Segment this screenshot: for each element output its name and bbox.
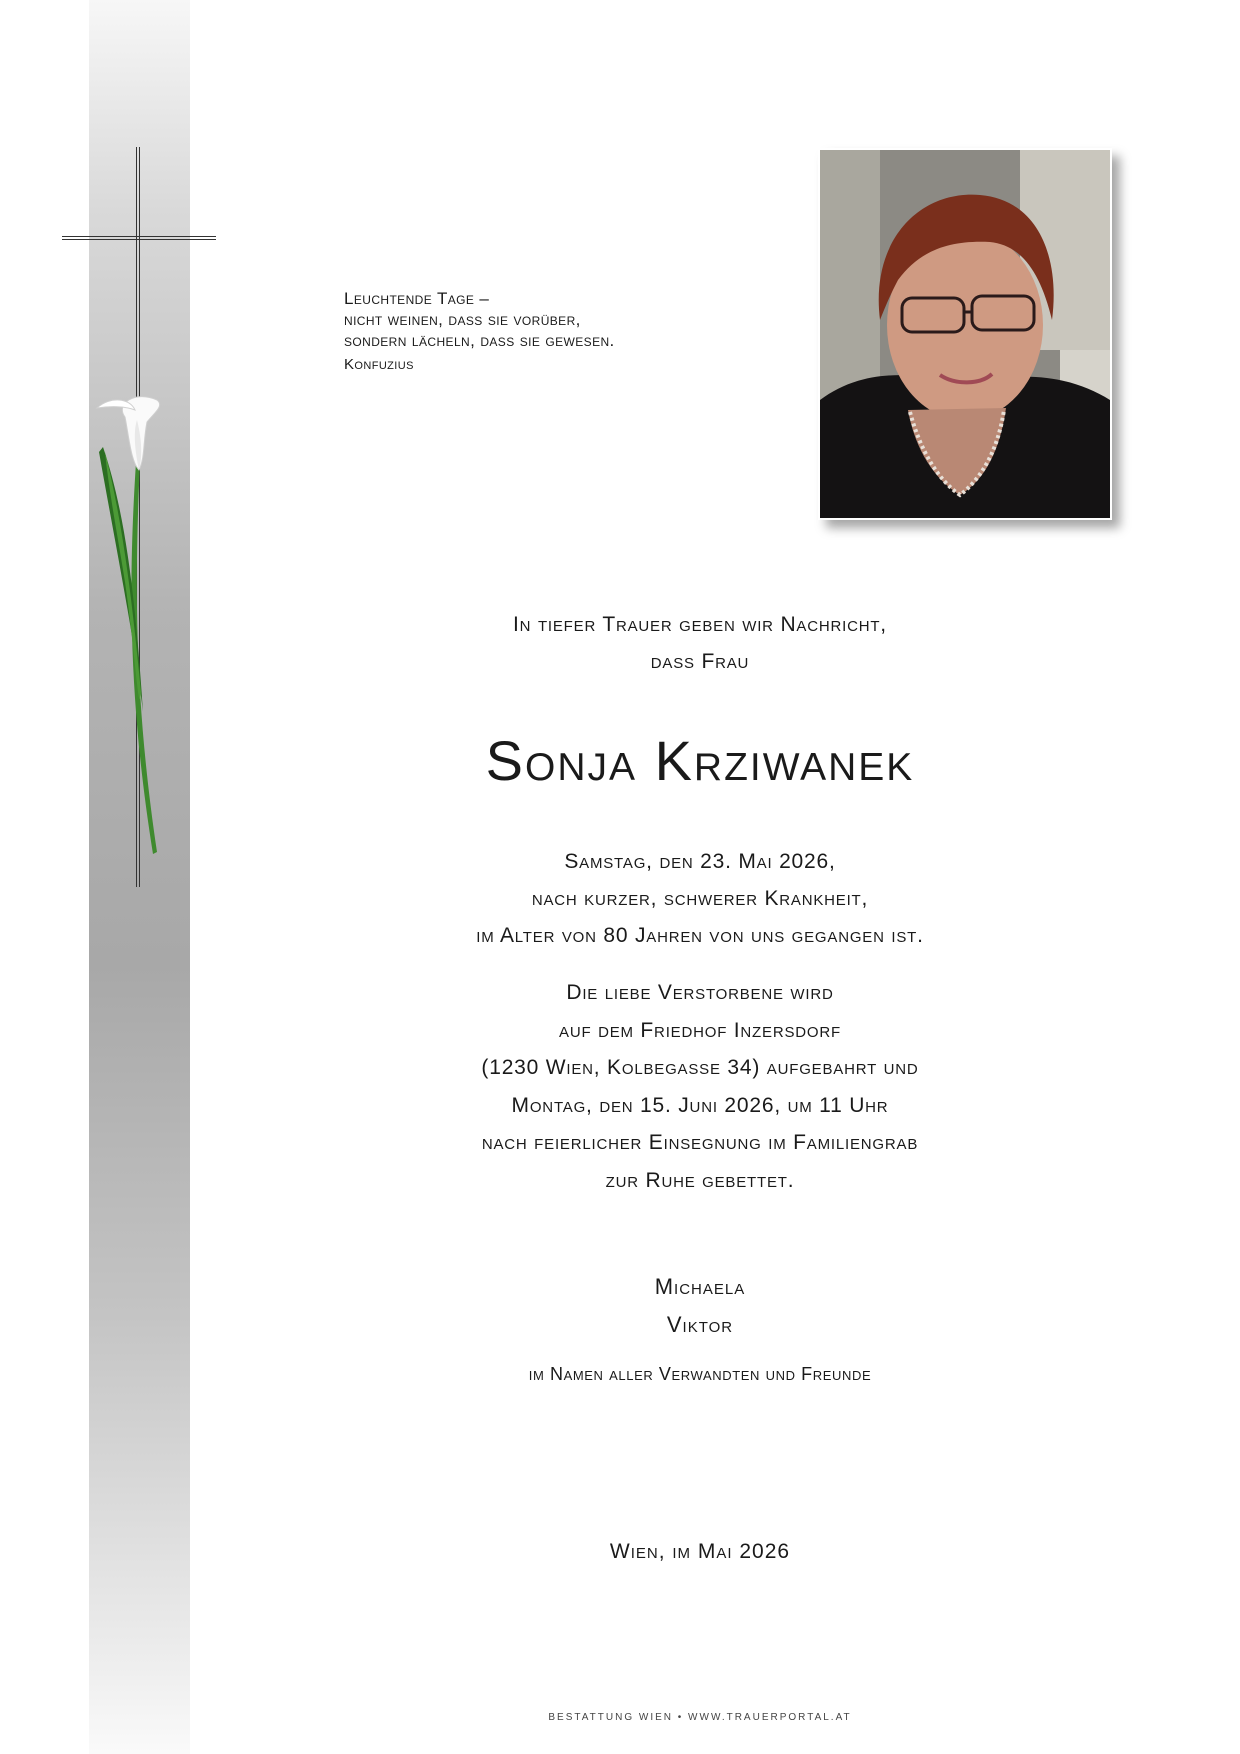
funeral-info-line: Montag, den 15. Juni 2026, um 11 Uhr xyxy=(511,1093,889,1117)
mourner-name: Michaela xyxy=(654,1274,746,1299)
death-info-line: im Alter von 80 Jahren von uns gegangen ist. xyxy=(476,924,924,947)
mourners-note: im Namen aller Verwandten und Freunde xyxy=(528,1364,872,1384)
quote-line: nicht weinen, dass sie vorüber, xyxy=(344,310,581,329)
mourners-list xyxy=(380,1268,1020,1344)
intro-line: dass Frau xyxy=(650,650,750,673)
calla-lily-icon xyxy=(95,392,185,862)
quote-block xyxy=(344,288,615,375)
funeral-info-line: zur Ruhe gebettet. xyxy=(605,1168,795,1192)
cross-horizontal-beam xyxy=(62,236,216,240)
quote-line: sondern lächeln, dass sie gewesen. xyxy=(344,331,615,350)
funeral-info-line: (1230 Wien, Kolbegasse 34) aufgebahrt und xyxy=(481,1056,919,1079)
death-info-line: nach kurzer, schwerer Krankheit, xyxy=(531,887,869,910)
deceased-name: Sonja Krziwanek xyxy=(485,729,915,792)
quote-author: Konfuzius xyxy=(344,356,414,373)
portrait-photo xyxy=(818,148,1112,520)
intro-text xyxy=(380,606,1020,680)
funeral-info-line: Die liebe Verstorbene wird xyxy=(566,981,834,1004)
mourner-name: Viktor xyxy=(666,1312,734,1337)
footer-credit: BESTATTUNG WIEN • WWW.TRAUERPORTAL.AT xyxy=(548,1712,852,1723)
portrait-image xyxy=(820,150,1110,518)
place-date: Wien, im Mai 2026 xyxy=(609,1540,791,1563)
funeral-info-line: nach feierlicher Einsegnung im Familiengrab xyxy=(481,1131,919,1154)
funeral-info-line: auf dem Friedhof Inzersdorf xyxy=(559,1018,841,1042)
death-info-line: Samstag, den 23. Mai 2026, xyxy=(564,850,836,873)
death-info xyxy=(380,843,1020,954)
funeral-info xyxy=(380,974,1020,1199)
intro-line: In tiefer Trauer geben wir Nachricht, xyxy=(513,613,887,636)
quote-line: Leuchtende Tage – xyxy=(344,289,490,308)
